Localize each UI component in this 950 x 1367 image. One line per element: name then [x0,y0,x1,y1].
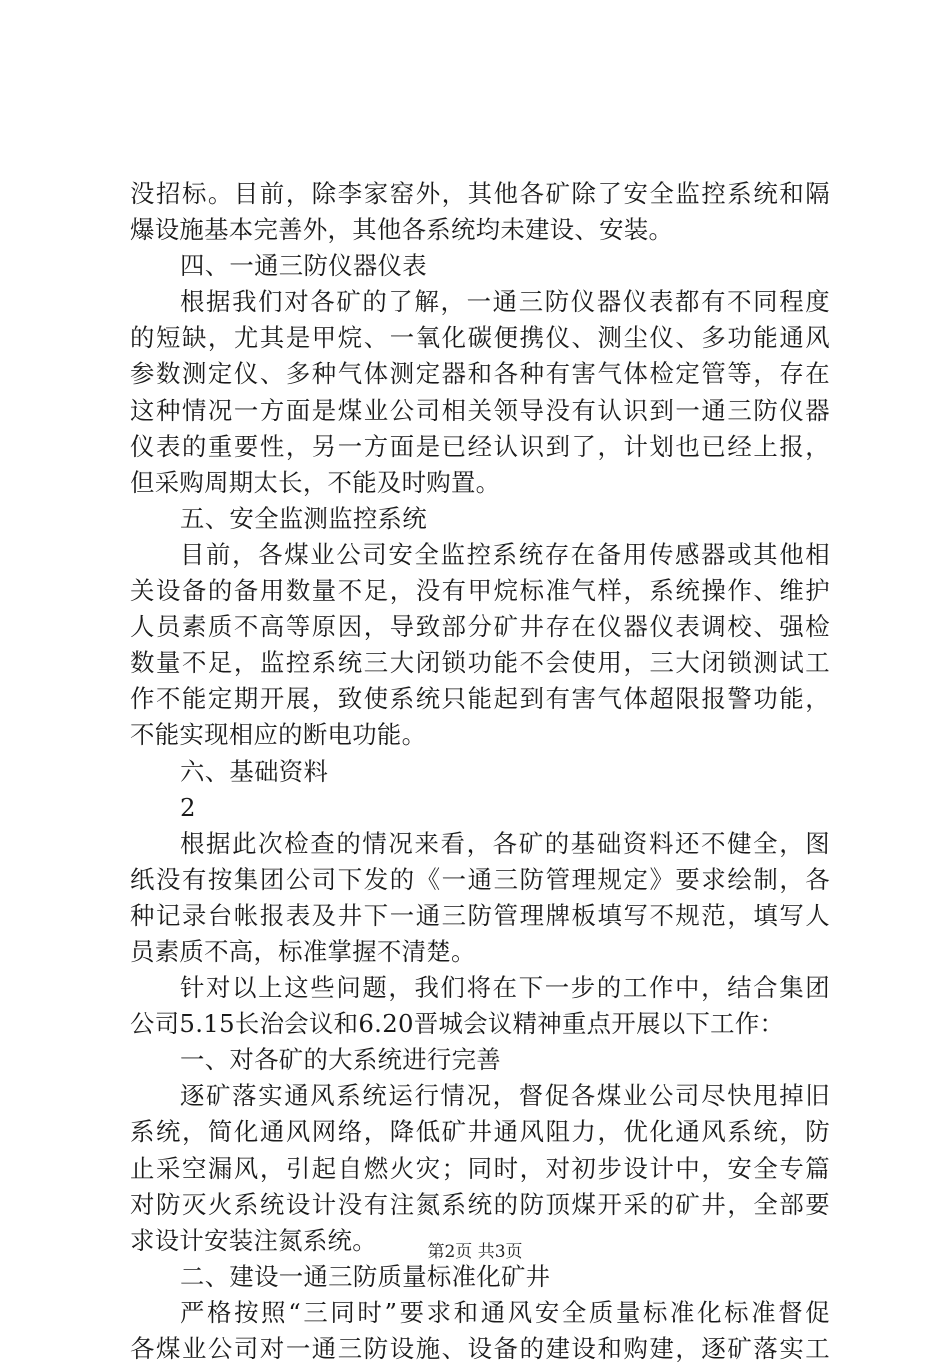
text-line: 这种情况一方面是煤业公司相关领导没有认识到一通三防仪器 [130,395,830,425]
text-line: 系统，简化通风网络，降低矿井通风阻力，优化通风系统，防 [130,1117,830,1147]
text-line: 参数测定仪、多种气体测定器和各种有害气体检定管等，存在 [130,359,830,389]
text-line: 人员素质不高等原因，导致部分矿井存在仪器仪表调校、强检 [130,612,830,642]
text-line: 数量不足，监控系统三大闭锁功能不会使用，三大闭锁测试工 [130,648,830,678]
page-footer: 第2页 共3页 [427,1242,523,1262]
text-line: 根据我们对各矿的了解，一通三防仪器仪表都有不同程度 [180,287,830,317]
text-line: 严格按照“三同时”要求和通风安全质量标准化标准督促 [180,1297,830,1327]
text-line: 2 [180,792,196,822]
text-line: 止采空漏风，引起自燃火灾；同时，对初步设计中，安全专篇 [130,1153,830,1183]
text-line: 六、基础资料 [180,756,329,786]
text-line: 一、对各矿的大系统进行完善 [180,1045,501,1075]
text-line: 二、建设一通三防质量标准化矿井 [180,1261,551,1291]
text-line: 的短缺，尤其是甲烷、一氧化碳便携仪、测尘仪、多功能通风 [130,323,830,353]
text-line: 对防灭火系统设计没有注氮系统的防顶煤开采的矿井，全部要 [130,1189,830,1219]
text-line: 关设备的备用数量不足，没有甲烷标准气样，系统操作、维护 [130,576,830,606]
text-line: 仪表的重要性，另一方面是已经认识到了，计划也已经上报， [130,431,830,461]
text-line: 各煤业公司对一通三防设施、设备的建设和购建，逐矿落实工 [130,1334,830,1363]
text-line: 作不能定期开展，致使系统只能起到有害气体超限报警功能， [130,684,830,714]
text-line: 目前，各煤业公司安全监控系统存在备用传感器或其他相 [180,539,830,569]
text-line: 没招标。目前，除李家窑外，其他各矿除了安全监控系统和隔 [130,179,830,208]
text-line: 员素质不高，标准掌握不清楚。 [130,936,476,966]
text-line: 但采购周期太长，不能及时购置。 [130,467,501,497]
text-line: 四、一通三防仪器仪表 [180,251,427,281]
text-line: 求设计安装注氮系统。 [130,1225,377,1255]
text-line: 针对以上这些问题，我们将在下一步的工作中，结合集团 [180,973,830,1003]
text-line: 种记录台帐报表及井下一通三防管理牌板填写不规范，填写人 [130,900,830,930]
text-line: 逐矿落实通风系统运行情况，督促各煤业公司尽快甩掉旧 [180,1081,830,1111]
text-line: 公司5.15长治会议和6.20晋城会议精神重点开展以下工作： [130,1009,785,1039]
text-line: 爆设施基本完善外，其他各系统均未建设、安装。 [130,215,674,245]
text-line: 不能实现相应的断电功能。 [130,720,427,750]
document-body [130,176,830,1367]
text-line: 五、安全监测监控系统 [180,503,427,533]
text-line: 纸没有按集团公司下发的《一通三防管理规定》要求绘制，各 [130,864,830,894]
text-line: 根据此次检查的情况来看，各矿的基础资料还不健全，图 [180,828,830,858]
